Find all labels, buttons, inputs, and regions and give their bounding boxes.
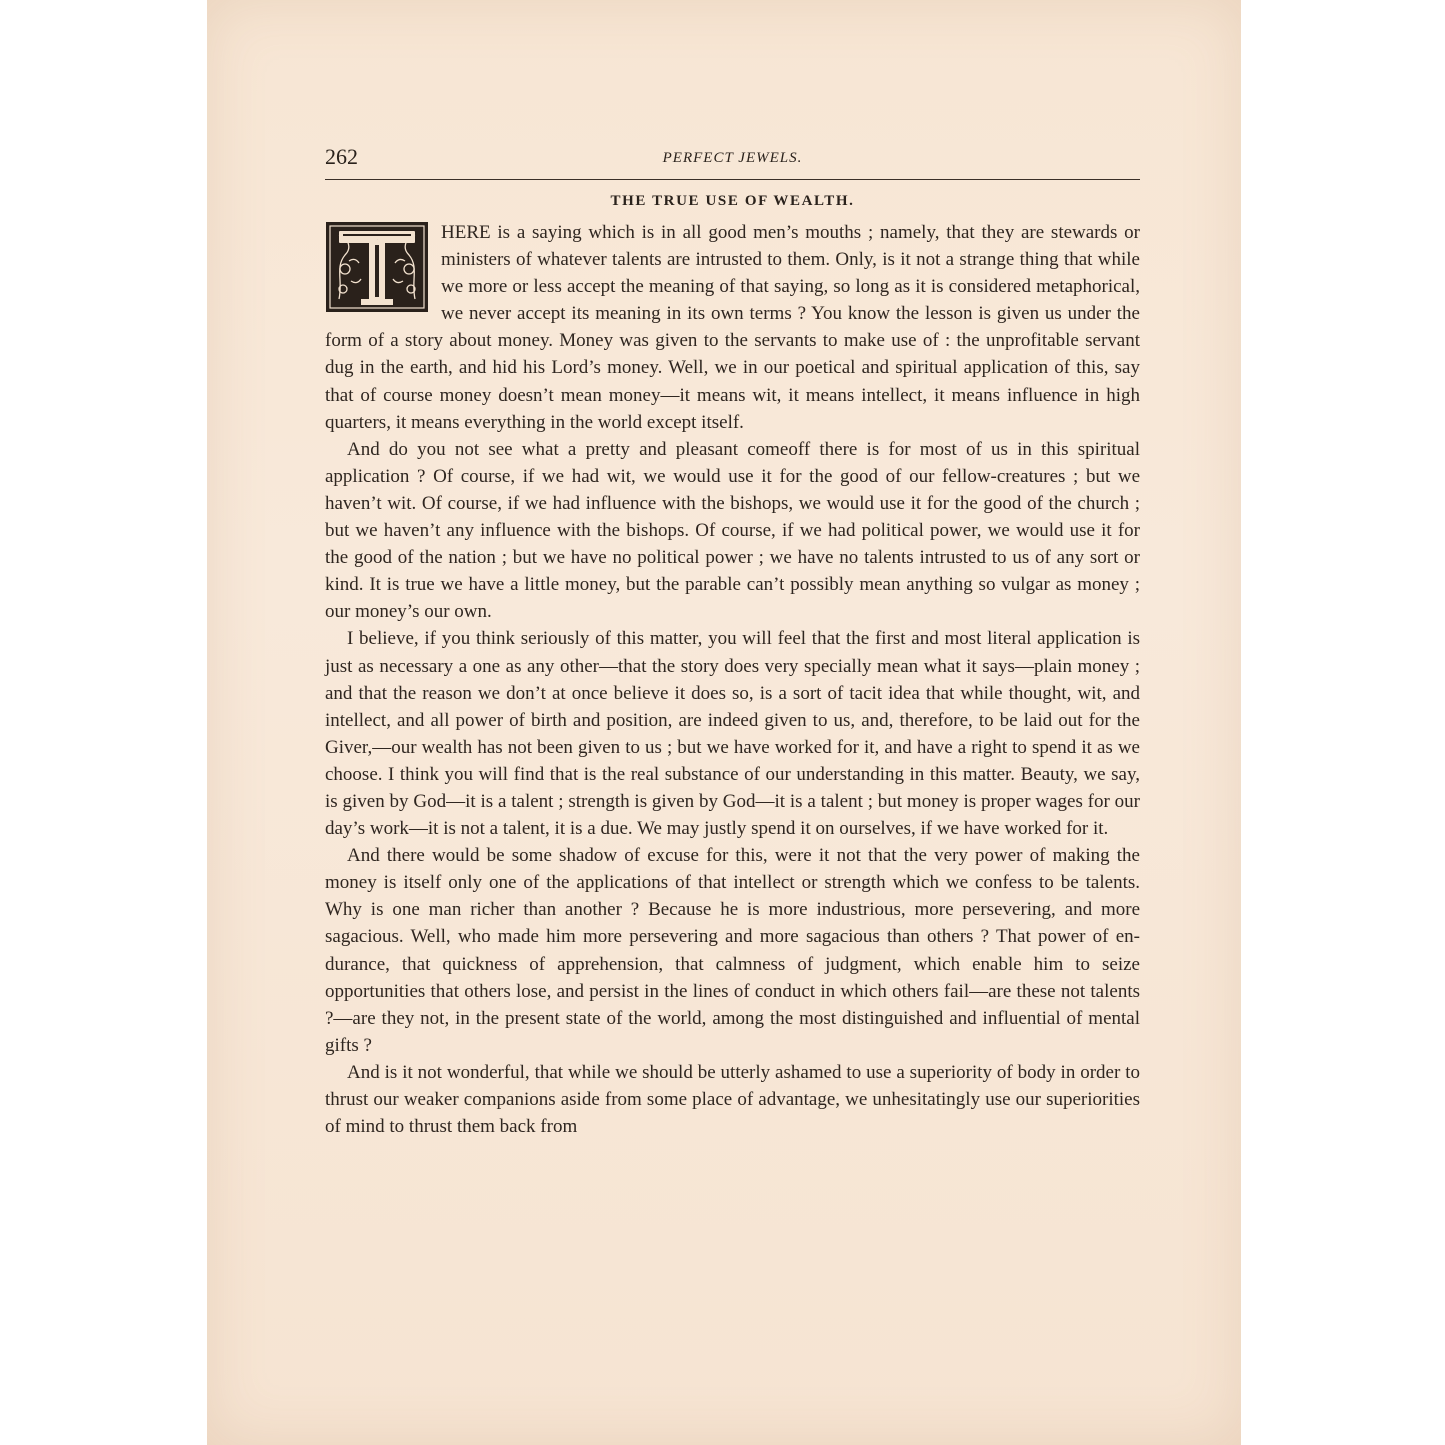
paragraph-2: And do you not see what a pretty and pleasant comeoff there is for most of us in this spiritual application ? Of course, if we had wit, we would use it for the good of our fellow-creatures ; but we haven’t wit. Of course, if we had influence with the bishops, we would use it for the good of the church ; but we haven’t any influence with the bishops. Of course, if we had political power, we would use it for the good of the nation ; but we have no political power ; we have no talents intrusted to us of any sort or kind. It is true we have a little money, but the parable can’t possibly mean anything so vulgar as money ; our money’s our own. xyxy=(325,438,1140,623)
decorated-initial-icon xyxy=(325,221,429,313)
page-number: 262 xyxy=(325,144,358,169)
header-rule xyxy=(325,179,1140,180)
paragraph-1 xyxy=(325,219,1140,436)
paragraph-5: And is it not wonderful, that while we should be utterly ashamed to use a superiority of body in order to thrust our weaker companions aside from some place of advantage, we unhesitatingly use our superiorities of mind to thrust them back from xyxy=(325,1061,1140,1138)
page-header xyxy=(325,140,1140,180)
running-title: PERFECT JEWELS. xyxy=(662,150,803,166)
paragraph-4: And there would be some shadow of excuse for this, were it not that the very power of making the money is itself only one of the applications of that intellect or strength which we confess to be talents. Why is one man richer than another ? Because he is more industrious, more persevering, and more sagacious. Well, who made him more persevering and more sagacious than others ? That power of endurance, that quickness of apprehension, that calmness of judgment, which enable him to seize opportunities that others lose, and persist in the lines of conduct in which others fail—are these not talents ?—are they not, in the present state of the world, among the most distinguished and influential of mental gifts ? xyxy=(325,845,1140,1056)
article-body xyxy=(325,219,1140,1140)
paragraph-1-text: HERE is a saying which is in all good men’s mouths ; namely, that they are stewards or ministers of whatever talents are intrusted to them. Only, is it not a strange thing that while we more or less accept the meaning of that saying, so long as it is considered metaphorical, we never accept its meaning in its own terms ? You know the lesson is given us under the form of a story about money. Money was given to the servants to make use of : the unprofitable servant dug in the earth, and hid his Lord’s money. Well, we in our poetical and spiritual application of this, say that of course money doesn’t mean money—it means wit, it means intellect, it means influence in high quarters, it means everything in the world except itself. xyxy=(325,222,1140,433)
drop-cap-letter: T xyxy=(376,240,378,241)
article-title: THE TRUE USE OF WEALTH. xyxy=(610,193,855,209)
drop-cap-ornament xyxy=(325,221,429,313)
paragraph-3: I believe, if you think seriously of this matter, you will feel that the first and most literal application is just as necessary a one as any other—that the story does very specially mean what it says—plain money ; and that the reason we don’t at once believe it does so, is a sort of tacit idea that while thought, wit, and intellect, and all power of birth and position, are indeed given to us, and, therefore, to be laid out for the Giver,—our wealth has not been given to us ; but we have worked for it, and have a right to spend it as we choose. I think you will find that is the real substance of our understanding in this matter. Beauty, we say, is given by God—it is a talent ; strength is given by God—it is a talent ; but money is proper wages for our day’s work—it is not a talent, it is a due. We may justly spend it on ourselves, if we have worked for it. xyxy=(325,628,1140,840)
